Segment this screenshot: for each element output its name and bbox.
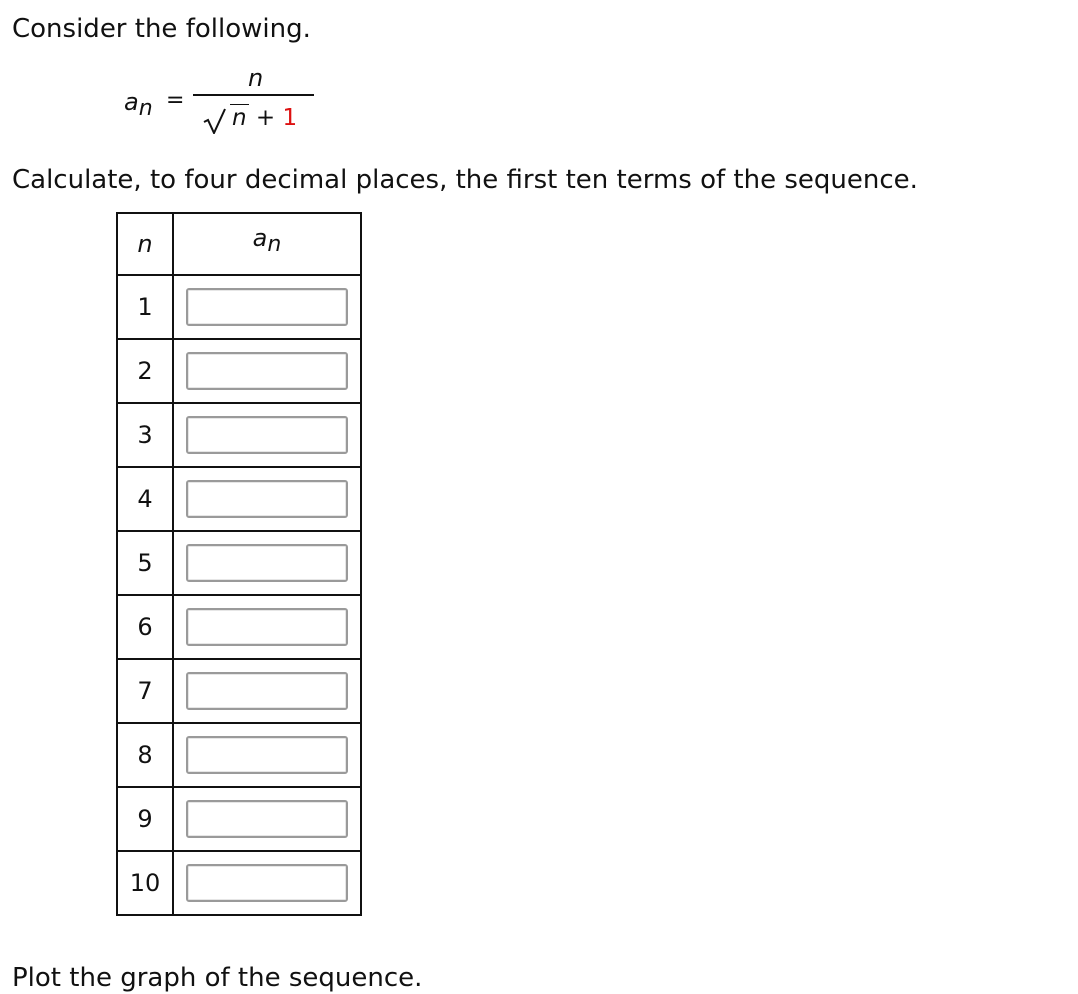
instruction-text: Calculate, to four decimal places, the first ten terms of the sequence. [12, 165, 918, 195]
table-header-row [117, 213, 361, 275]
answer-cell [173, 723, 361, 787]
formula-equals: = [166, 88, 185, 113]
formula-lhs-symbol: a [124, 88, 139, 116]
answer-cell [173, 851, 361, 915]
n-value: 2 [117, 339, 173, 403]
formula-lhs-subscript: n [138, 96, 153, 121]
n-value: 4 [117, 467, 173, 531]
answer-cell [173, 403, 361, 467]
answer-cell [173, 659, 361, 723]
sequence-table [116, 212, 362, 916]
table-row [117, 275, 361, 339]
answer-input-5[interactable] [186, 544, 348, 582]
header-an-subscript: n [267, 231, 282, 257]
intro-text: Consider the following. [12, 14, 311, 44]
answer-input-6[interactable] [186, 608, 348, 646]
table-row [117, 659, 361, 723]
formula-numerator: n [248, 64, 264, 92]
answer-cell [173, 595, 361, 659]
formula-denominator [230, 105, 297, 131]
answer-input-3[interactable] [186, 416, 348, 454]
answer-input-8[interactable] [186, 736, 348, 774]
n-value: 6 [117, 595, 173, 659]
table-row [117, 403, 361, 467]
n-value: 7 [117, 659, 173, 723]
table-row [117, 531, 361, 595]
header-an-symbol: a [252, 223, 268, 252]
table-row [117, 787, 361, 851]
denominator-operator: + [255, 105, 276, 131]
answer-input-2[interactable] [186, 352, 348, 390]
table-row [117, 723, 361, 787]
denominator-constant: 1 [282, 105, 298, 131]
answer-input-1[interactable] [186, 288, 348, 326]
denominator-variable: n [232, 105, 247, 131]
table-row [117, 595, 361, 659]
answer-input-9[interactable] [186, 800, 348, 838]
answer-cell [173, 531, 361, 595]
answer-input-4[interactable] [186, 480, 348, 518]
header-n: n [117, 213, 173, 275]
table-row [117, 339, 361, 403]
fraction-bar [193, 94, 314, 96]
answer-input-7[interactable] [186, 672, 348, 710]
answer-cell [173, 339, 361, 403]
header-an [173, 213, 361, 275]
n-value: 8 [117, 723, 173, 787]
answer-input-10[interactable] [186, 864, 348, 902]
next-prompt-text: Plot the graph of the sequence. [12, 963, 423, 993]
answer-cell [173, 787, 361, 851]
n-value: 10 [117, 851, 173, 915]
answer-cell [173, 467, 361, 531]
answer-cell [173, 275, 361, 339]
n-value: 1 [117, 275, 173, 339]
n-value: 3 [117, 403, 173, 467]
formula-lhs [124, 88, 153, 121]
sequence-formula [0, 0, 400, 150]
n-value: 5 [117, 531, 173, 595]
n-value: 9 [117, 787, 173, 851]
table-row [117, 851, 361, 915]
square-root-icon [203, 108, 227, 134]
table-row [117, 467, 361, 531]
